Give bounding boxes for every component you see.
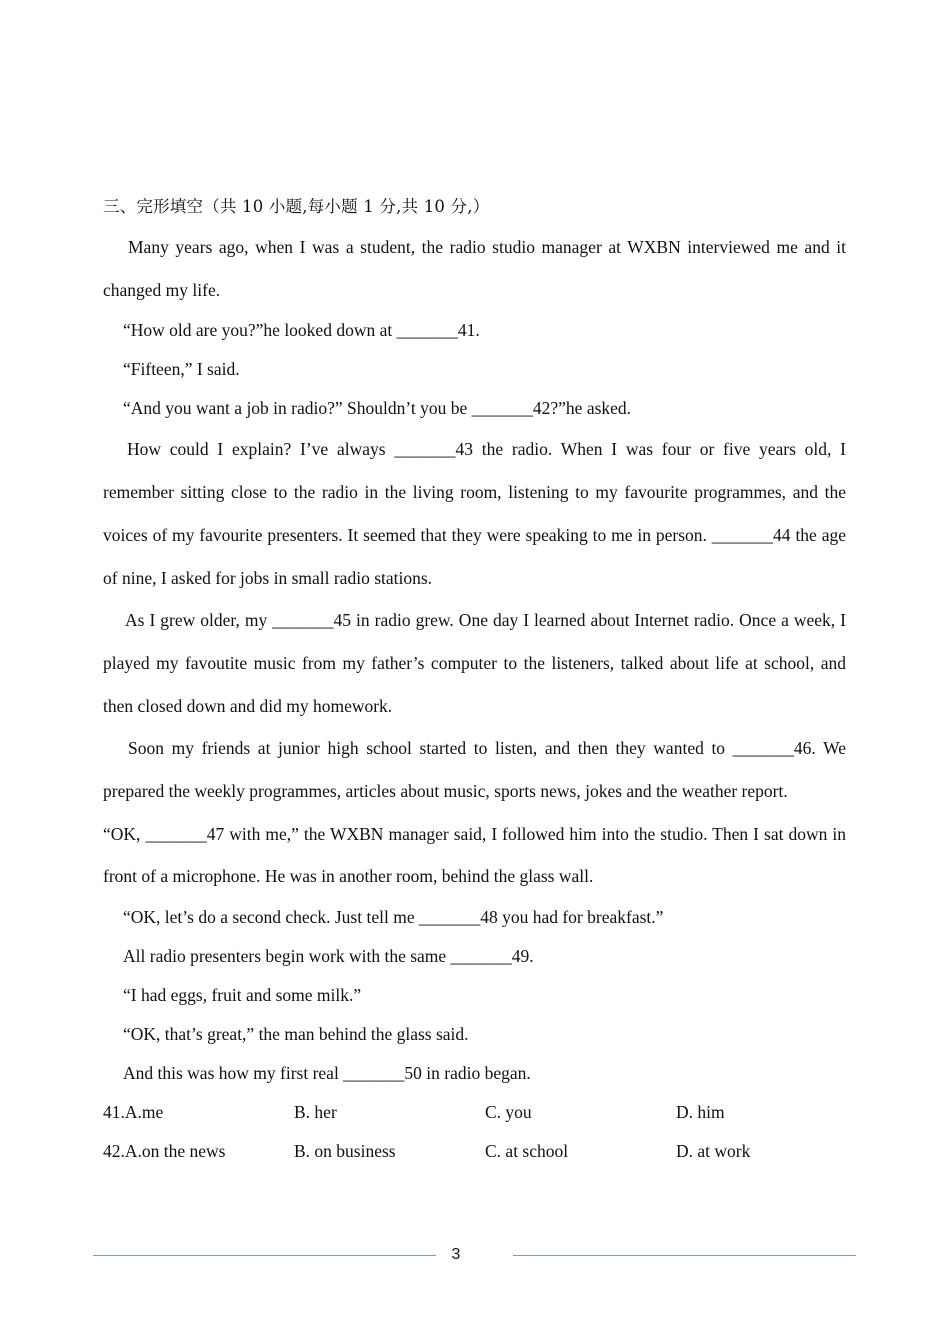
question-42-option-a: 42.A.on the news (103, 1141, 226, 1162)
question-42-option-d: D. at work (676, 1141, 751, 1162)
passage-line-9: “OK, let’s do a second check. Just tell me _______48 you had for breakfast.” (123, 907, 664, 928)
passage-line-12: “OK, that’s great,” the man behind the glass said. (123, 1024, 469, 1045)
section-heading: 三、完形填空（共 10 小题,每小题 1 分,共 10 分,） (103, 197, 490, 216)
passage-line-13: And this was how my first real _______50 in radio began. (123, 1063, 531, 1084)
passage-line-2: “How old are you?”he looked down at _______41. (123, 320, 480, 341)
question-41-option-a: 41.A.me (103, 1102, 164, 1123)
cloze-section (103, 190, 846, 1171)
passage-line-4: “And you want a job in radio?” Shouldn’t you be _______42?”he asked. (123, 398, 632, 419)
question-41-option-c: C. you (485, 1102, 532, 1123)
passage-paragraph-8: “OK, _______47 with me,” the WXBN manager said, I followed him into the studio. Then I sat down in front of a microphone. He was in another room, behind the glass wall. (103, 823, 846, 887)
page-number: 3 (451, 1246, 461, 1263)
footer-rule-right (513, 1255, 856, 1256)
question-41-options (103, 1093, 846, 1132)
passage-line-3: “Fifteen,” I said. (123, 359, 240, 380)
passage-paragraph-6: As I grew older, my _______45 in radio grew. One day I learned about Internet radio. Once a week, I played my favoutite music from my father’s computer to the listeners, talked about life at school, and then closed down and did my homework. (103, 610, 846, 716)
passage-paragraph-5: How could I explain? I’ve always _______43 the radio. When I was four or five years old, I remember sitting close to the radio in the living room, listening to my favourite programmes, and the voices of my favourite presenters. It seemed that they were speaking to me in person. _______44 the age of nine, I asked for jobs in small radio stations. (103, 439, 846, 588)
footer-rule-left (93, 1255, 436, 1256)
question-41-option-d: D. him (676, 1102, 725, 1123)
question-42-options (103, 1132, 846, 1171)
passage-line-11: “I had eggs, fruit and some milk.” (123, 985, 362, 1006)
question-42-option-c: C. at school (485, 1141, 569, 1162)
passage-paragraph-7: Soon my friends at junior high school started to listen, and then they wanted to _______46. We prepared the weekly programmes, articles about music, sports news, jokes and the weather report. (103, 738, 846, 802)
passage-paragraph-1: Many years ago, when I was a student, the radio studio manager at WXBN interviewed me and it changed my life. (103, 237, 846, 300)
question-41-option-b: B. her (294, 1102, 337, 1123)
passage-line-10: All radio presenters begin work with the same _______49. (123, 946, 534, 967)
question-42-option-b: B. on business (294, 1141, 396, 1162)
